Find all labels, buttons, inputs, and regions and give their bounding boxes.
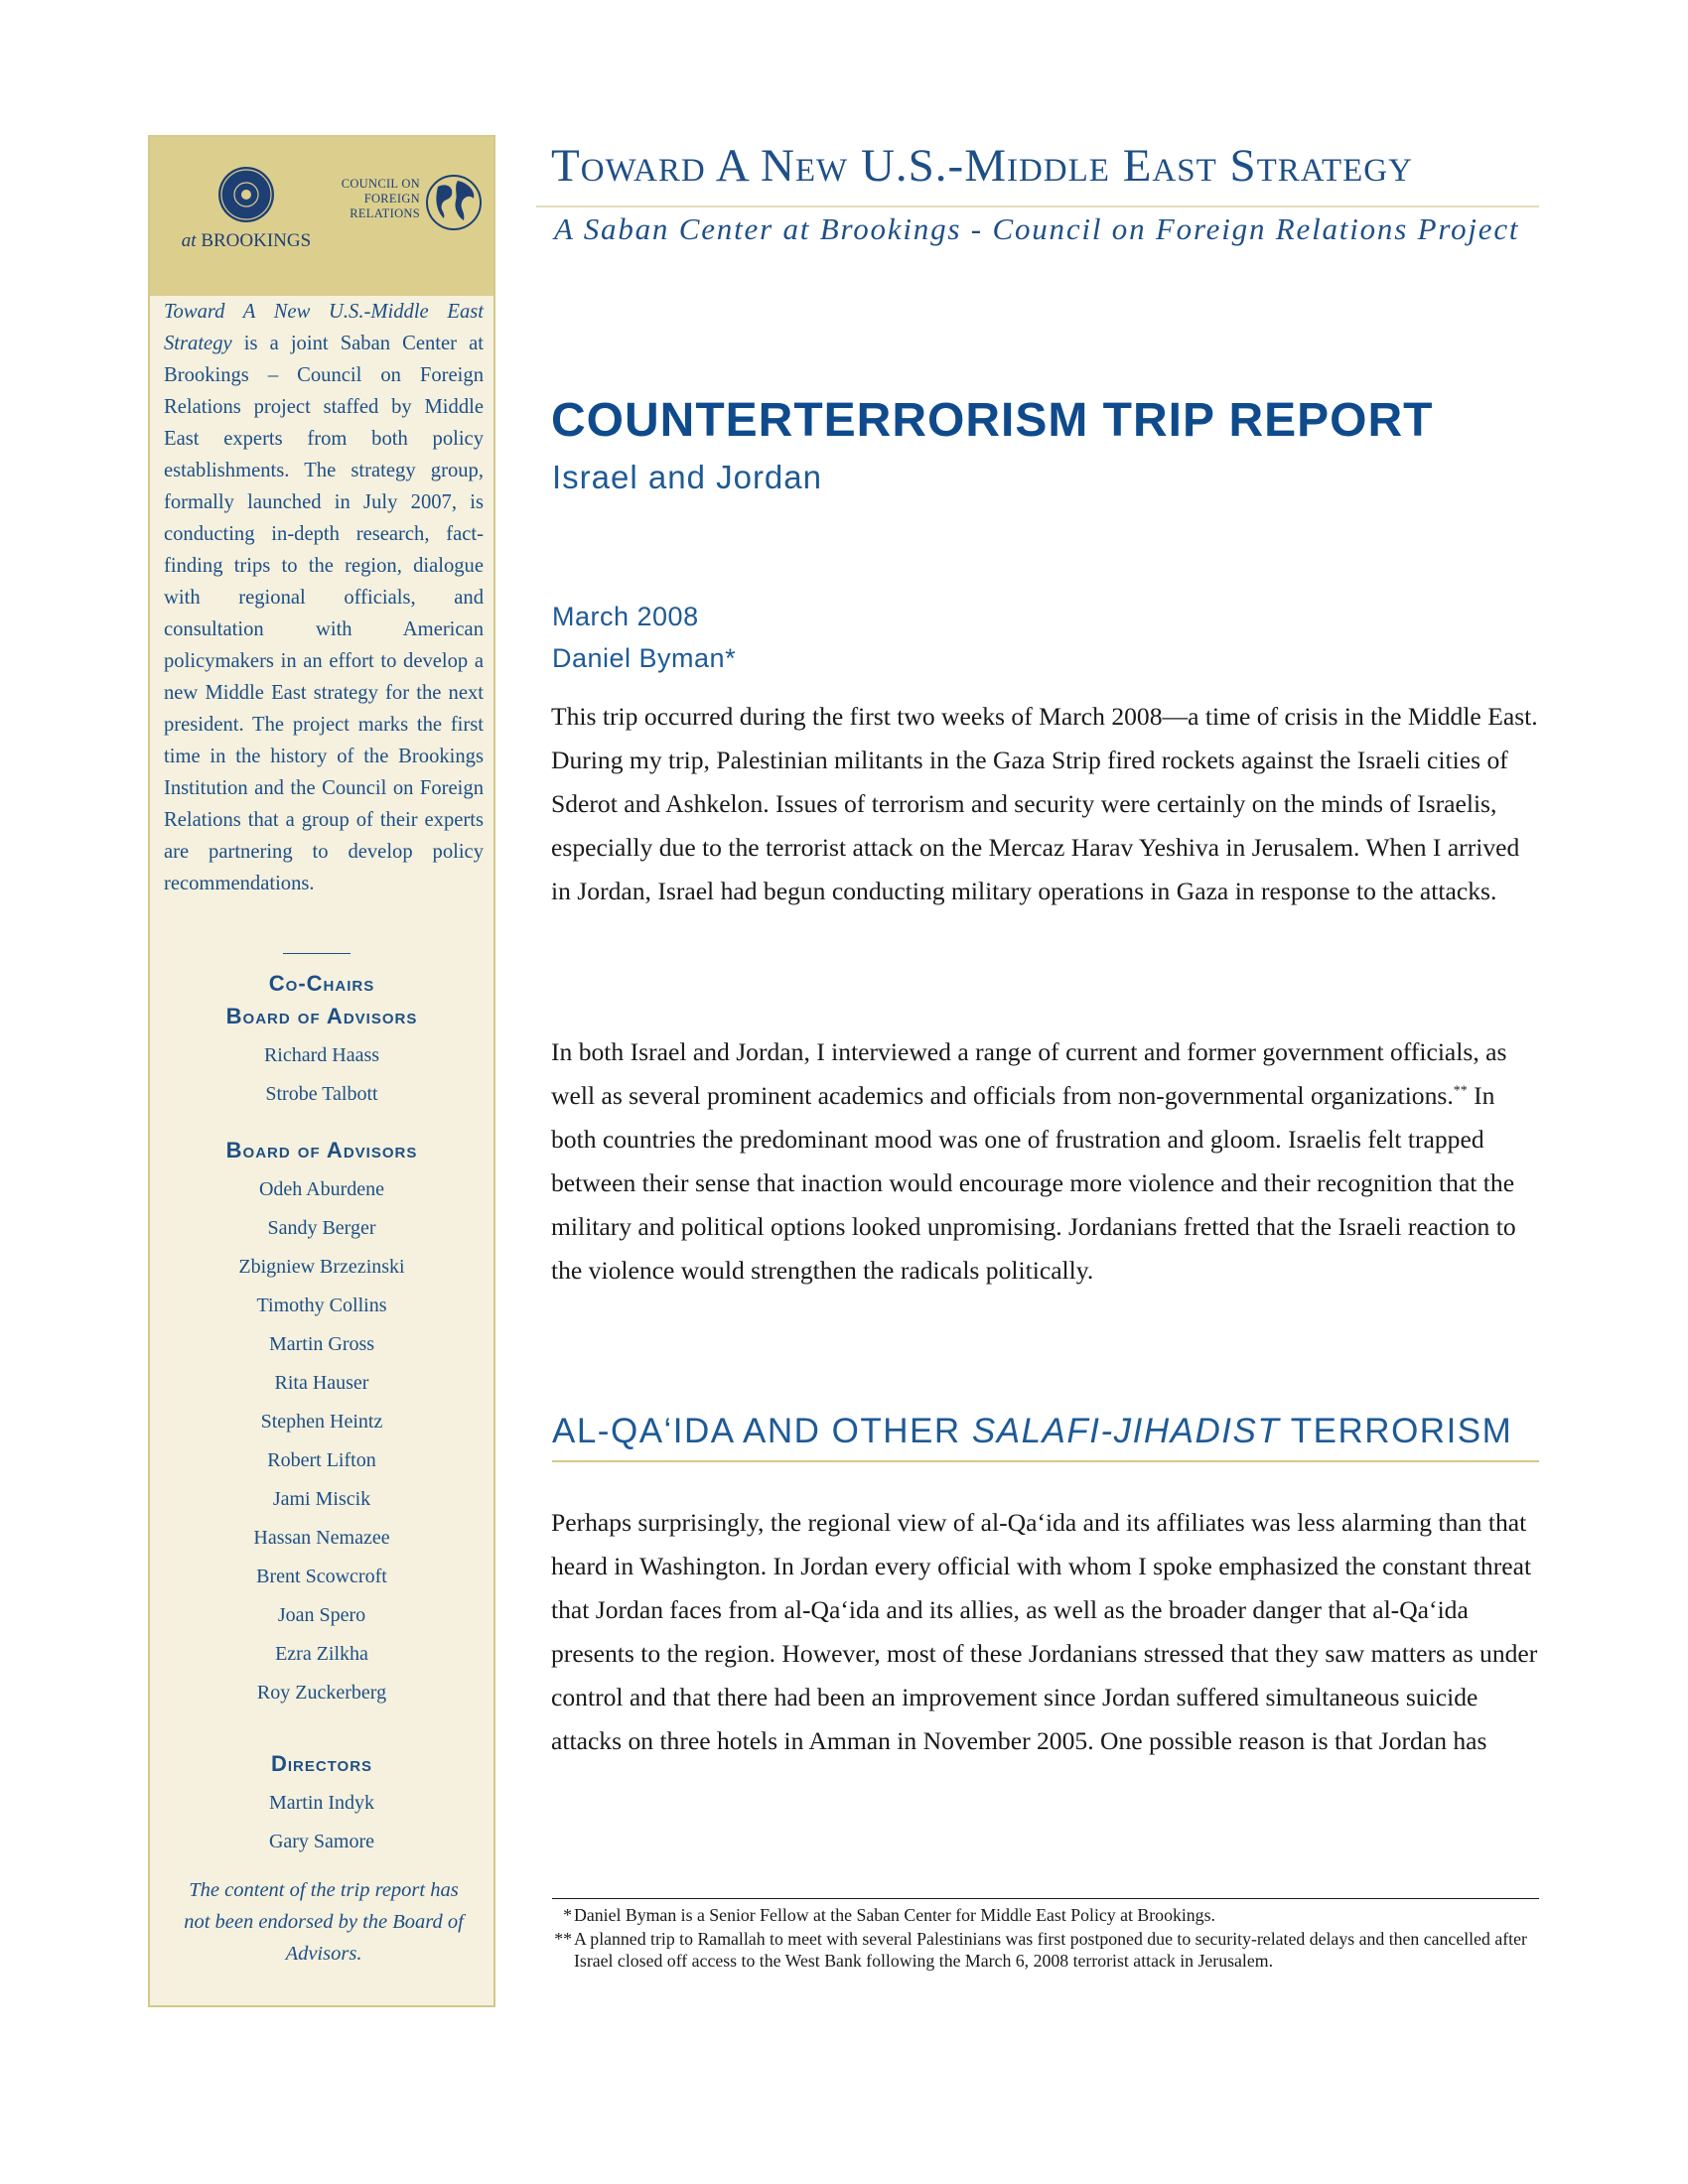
board-member-name: Rita Hauser [274, 1372, 369, 1394]
board-member-name: Odeh Aburdene [258, 1178, 385, 1200]
footnote [552, 1928, 1539, 1972]
footnote-mark: * [563, 1905, 572, 1925]
footnote-reference: ** [1453, 1083, 1468, 1099]
section-rule [552, 1460, 1539, 1462]
cochair-name: Richard Haass [263, 1044, 380, 1066]
sidebar-divider [283, 953, 351, 954]
globe-icon [424, 173, 484, 232]
footnote [552, 1904, 1539, 1926]
footnote-text: Daniel Byman is a Senior Fellow at the Saban Center for Middle East Policy at Brookings. [574, 1905, 1215, 1925]
endorsement-disclaimer: The content of the trip report has not been endorsed by the Board of Advisors. [184, 1879, 464, 1965]
board-member-name: Jami Miscik [272, 1488, 371, 1510]
board-member-name: Martin Gross [268, 1333, 375, 1355]
board-member-name: Zbigniew Brzezinski [238, 1256, 405, 1278]
board-member-name: Sandy Berger [267, 1217, 376, 1239]
saban-seal-icon [218, 167, 274, 222]
saban-logo-text: at BROOKINGS [181, 230, 312, 251]
board-member-name: Robert Lifton [267, 1449, 376, 1471]
board-heading: Board of Advisors [225, 1138, 418, 1162]
series-title: Toward A New U.S.-Middle East Strategy [551, 140, 1413, 192]
director-name: Martin Indyk [268, 1792, 375, 1814]
board-member-name: Stephen Heintz [260, 1411, 383, 1433]
cfr-logo [321, 177, 480, 266]
report-title: COUNTERTERRORISM TRIP REPORT [551, 394, 1434, 447]
body-paragraph-3: Perhaps surprisingly, the regional view of al-Qa‘ida and its affiliates was less alarming than that heard in Washington. In Jordan every official with whom I spoke emphasized the constant threat that Jordan faces from al-Qa‘ida and its allies, as well as the broader danger that al-Qa‘ida presents to the region. However, most of these Jordanians stressed that they saw matters as under control and that there had been an improvement since Jordan suffered simultaneous suicide attacks on three hotels in Amman in November 2005. One possible reason is that Jordan has [551, 1508, 1538, 1755]
report-meta [552, 596, 736, 679]
report-subtitle: Israel and Jordan [552, 459, 822, 495]
cochairs-list [150, 1036, 493, 1114]
sidebar-logo-band [150, 137, 493, 296]
board-member-name: Roy Zuckerberg [256, 1682, 387, 1704]
board-member-name: Brent Scowcroft [256, 1566, 387, 1587]
directors-heading: Directors [270, 1751, 373, 1776]
board-member-name: Timothy Collins [256, 1295, 387, 1316]
footnote-text: A planned trip to Ramallah to meet with several Palestinians was first postponed due to security-related delays and then cancelled after Israel closed off access to the West Bank following the March 6, 2008 terrorist attack in Jerusalem. [574, 1929, 1527, 1971]
body-paragraph-1: This trip occurred during the first two weeks of March 2008—a time of crisis in the Middle East. During my trip, Palestinian militants in the Gaza Strip fired rockets against the Israeli cities of Sderot and Ashkelon. Issues of terrorism and security were certainly on the minds of Israelis, especially due to the terrorist attack on the Mercaz Harav Yeshiva in Jerusalem. When I arrived in Jordan, Israel had begun conducting military operations in Gaza in response to the attacks. [551, 702, 1538, 905]
footnotes [552, 1904, 1539, 1972]
body-paragraph-2: In both Israel and Jordan, I interviewed a range of current and former government officials, as well as several prominent academics and officials from non-governmental organizations.** In both countries the predominant mood was one of frustration and gloom. Israelis felt trapped between their sense that inaction would encourage more violence and their recognition that the military and political options looked unpromising. Jordanians fretted that the Israeli reaction to the violence would strengthen the radicals politically. [551, 1037, 1516, 1285]
project-description: Toward A New U.S.-Middle East Strategy is a joint Saban Center at Brookings – Council on Foreign Relations project staffed by Middle East experts from both policy establishments. The strategy group, formally launched in July 2007, is conducting in-depth research, fact-finding trips to the region, dialogue with regional officials, and consultation with American policymakers in an effort to develop a new Middle East strategy for the next president. The project marks the first time in the history of the Brookings Institution and the Council on Foreign Relations that a group of their experts are partnering to develop policy recommendations. [164, 301, 484, 894]
board-list [150, 1170, 493, 1712]
section-heading: AL-QA‘IDA AND OTHER SALAFI-JIHADIST TERRORISM [552, 1412, 1513, 1450]
footnote-mark: ** [554, 1929, 572, 1949]
sidebar [148, 135, 495, 2007]
cochair-name: Strobe Talbott [265, 1083, 378, 1105]
cochairs-heading: Co-Chairs [268, 971, 375, 996]
title-rule [536, 205, 1539, 207]
report-date: March 2008 [552, 602, 699, 631]
cfr-logo-text: COUNCIL ON FOREIGN RELATIONS [341, 177, 420, 220]
board-member-name: Hassan Nemazee [253, 1527, 390, 1549]
report-author: Daniel Byman* [552, 643, 737, 673]
saban-center-logo [172, 167, 321, 266]
directors-list [150, 1784, 493, 1861]
director-name: Gary Samore [268, 1831, 375, 1852]
cochairs-heading-board: Board of Advisors [225, 1004, 418, 1028]
series-subtitle: A Saban Center at Brookings - Council on Foreign Relations Project [554, 211, 1520, 246]
board-member-name: Joan Spero [277, 1604, 366, 1626]
footnote-rule [552, 1898, 1539, 1899]
board-member-name: Ezra Zilkha [275, 1643, 368, 1665]
